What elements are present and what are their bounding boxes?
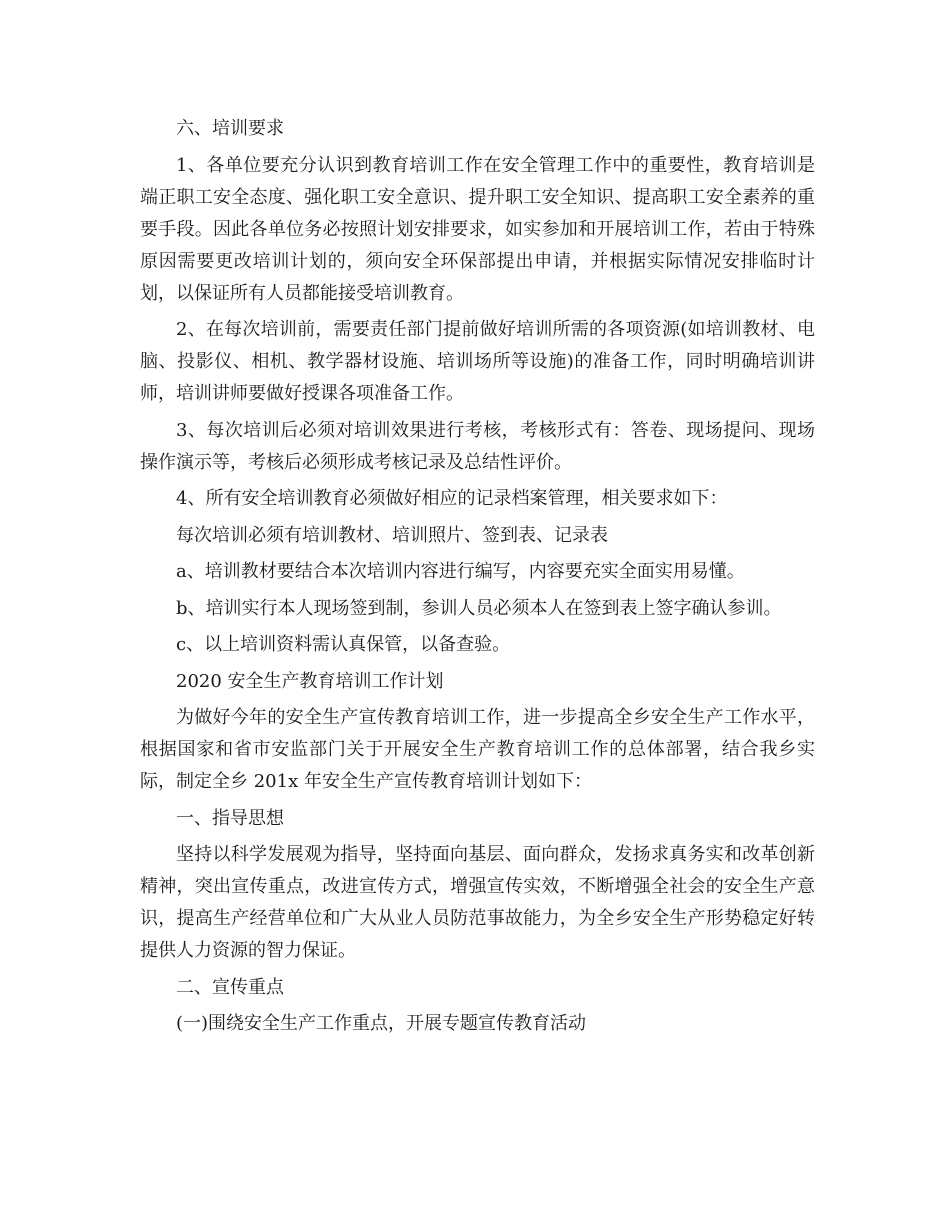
document-body	[140, 113, 815, 1045]
section-heading-guiding-ideology: 一、指导思想	[176, 807, 284, 829]
section-heading-training-requirements: 六、培训要求	[176, 118, 284, 139]
paragraph-item-2: 2、在每次培训前，需要责任部门提前做好培训所需的各项资源(如培训教材、电脑、投影仪、相机、教学器材设施、培训场所等设施)的准备工作，同时明确培训讲师，培训讲师要做好授课各项准备工作。	[140, 319, 815, 404]
paragraph-item-b: b、培训实行本人现场签到制，参训人员必须本人在签到表上签字确认参训。	[176, 597, 782, 619]
plan-title: 2020 安全生产教育培训工作计划	[176, 670, 444, 692]
paragraph-plan-intro: 为做好今年的安全生产宣传教育培训工作，进一步提高全乡安全生产工作水平，根据国家和省市安监部门关于开展安全生产教育培训工作的总体部署，结合我乡实际，制定全乡 201x 年安全生产宣传教育培训计划如下：	[140, 707, 815, 792]
paragraph-item-4: 4、所有安全培训教育必须做好相应的记录档案管理，相关要求如下：	[176, 488, 728, 509]
paragraph-item-a: a、培训教材要结合本次培训内容进行编写，内容要充实全面实用易懂。	[176, 561, 745, 582]
paragraph-guiding-ideology: 坚持以科学发展观为指导，坚持面向基层、面向群众，发扬求真务实和改革创新精神，突出宣传重点，改进宣传方式，增强宣传实效，不断增强全社会的安全生产意识，提高生产经营单位和广大从业人员防范事故能力，为全乡安全生产形势稳定好转提供人力资源的智力保证。	[140, 844, 815, 961]
paragraph-item-c: c、以上培训资料需认真保管，以备查验。	[176, 634, 511, 655]
section-heading-publicity-focus: 二、宣传重点	[176, 976, 284, 998]
paragraph-records-required: 每次培训必须有培训教材、培训照片、签到表、记录表	[176, 524, 608, 546]
subsection-heading-1: (一)围绕安全生产工作重点，开展专题宣传教育活动	[176, 1013, 587, 1034]
paragraph-item-3: 3、每次培训后必须对培训效果进行考核，考核形式有：答卷、现场提问、现场操作演示等，考核后必须形成考核记录及总结性评价。	[140, 419, 815, 473]
paragraph-item-1: 1、各单位要充分认识到教育培训工作在安全管理工作中的重要性，教育培训是端正职工安全态度、强化职工安全意识、提升职工安全知识、提高职工安全素养的重要手段。因此各单位务必按照计划安排要求，如实参加和开展培训工作，若由于特殊原因需要更改培训计划的，须向安全环保部提出申请，并根据实际情况安排临时计划，以保证所有人员都能接受培训教育。	[140, 154, 815, 304]
